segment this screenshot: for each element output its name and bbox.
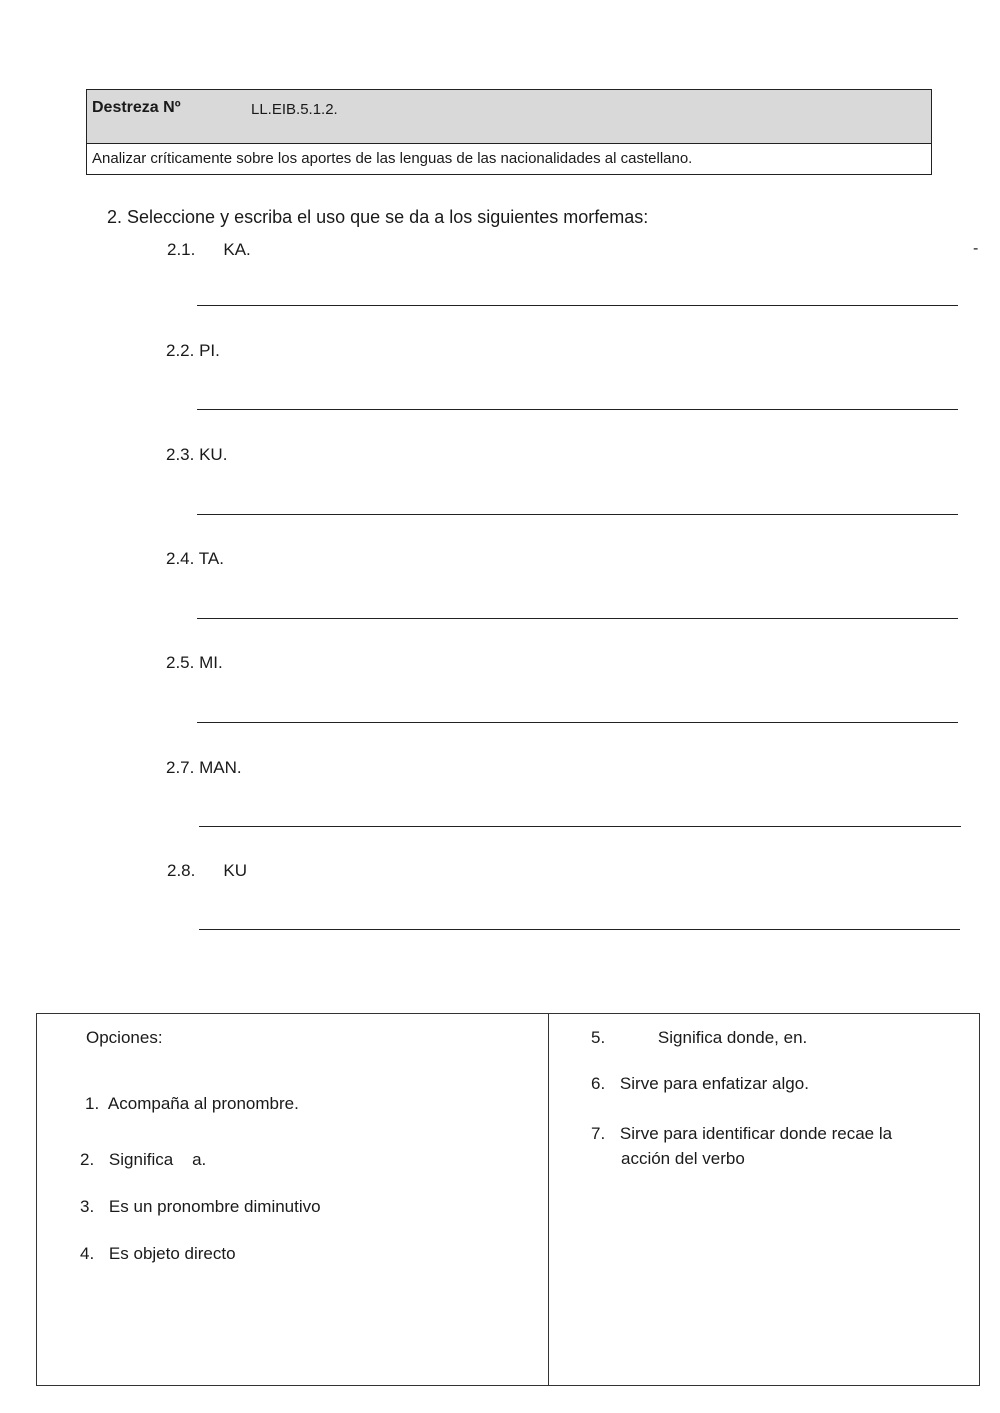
stray-dash: - (973, 240, 979, 257)
answer-line-2-3[interactable] (197, 514, 958, 515)
item-morpheme: PI. (199, 341, 220, 360)
options-table (36, 1013, 980, 1386)
item-number: 2.2. (166, 341, 195, 360)
option-number: 4. (80, 1244, 95, 1263)
item-2-1 (167, 240, 251, 260)
answer-line-2-7[interactable] (199, 826, 961, 827)
instruction-text: 2. Seleccione y escriba el uso que se da a los siguientes morfemas: (107, 207, 649, 227)
skill-header-table (86, 89, 932, 175)
option-text: Acompaña al pronombre. (107, 1094, 299, 1113)
option-number: 2. (80, 1150, 95, 1169)
item-number: 2.1. (167, 240, 196, 259)
item-2-4 (166, 549, 224, 569)
item-morpheme: KU. (199, 445, 228, 464)
option-number: 6. (591, 1074, 606, 1093)
options-title: Opciones: (86, 1028, 163, 1047)
option-text: Es objeto directo (108, 1244, 236, 1263)
item-number: 2.8. (167, 861, 196, 880)
item-2-8 (167, 861, 247, 881)
item-morpheme: KA. (223, 240, 251, 259)
skill-description: Analizar críticamente sobre los aportes de las lenguas de las nacionalidades al castellano. (92, 150, 693, 167)
option-text: Es un pronombre diminutivo (108, 1197, 321, 1216)
option-number: 7. (591, 1124, 606, 1143)
item-morpheme: MAN. (199, 758, 242, 777)
answer-line-2-4[interactable] (197, 618, 958, 619)
option-2 (80, 1150, 206, 1170)
item-2-3 (166, 445, 227, 465)
option-number: 1. (85, 1094, 100, 1113)
item-morpheme: MI. (199, 653, 223, 672)
answer-line-2-5[interactable] (197, 722, 958, 723)
answer-line-2-8[interactable] (199, 929, 960, 930)
item-number: 2.7. (166, 758, 195, 777)
option-text: Sirve para enfatizar algo. (619, 1074, 809, 1093)
option-3 (80, 1197, 321, 1217)
item-morpheme: TA. (198, 549, 224, 568)
item-2-2 (166, 341, 220, 361)
skill-header-top-row (87, 90, 931, 144)
option-text: Significa donde, en. (657, 1028, 808, 1047)
option-5 (591, 1028, 807, 1048)
item-number: 2.3. (166, 445, 195, 464)
option-text: Sirve para identificar donde recae la (619, 1124, 893, 1143)
destreza-label: Destreza Nº (92, 99, 181, 116)
item-number: 2.5. (166, 653, 195, 672)
answer-line-2-2[interactable] (197, 409, 958, 410)
item-morpheme: KU (223, 861, 247, 880)
item-number: 2.4. (166, 549, 195, 568)
option-4 (80, 1244, 236, 1264)
option-7 (591, 1124, 892, 1144)
answer-line-2-1[interactable] (197, 305, 958, 306)
option-7-continuation: acción del verbo (621, 1149, 745, 1168)
option-1 (85, 1094, 299, 1114)
item-2-5 (166, 653, 223, 673)
destreza-code: LL.EIB.5.1.2. (251, 101, 338, 118)
option-6 (591, 1074, 809, 1094)
option-text: Significa a. (108, 1150, 207, 1169)
option-number: 5. (591, 1028, 606, 1047)
item-2-7 (166, 758, 242, 778)
option-number: 3. (80, 1197, 95, 1216)
options-divider (548, 1014, 549, 1385)
